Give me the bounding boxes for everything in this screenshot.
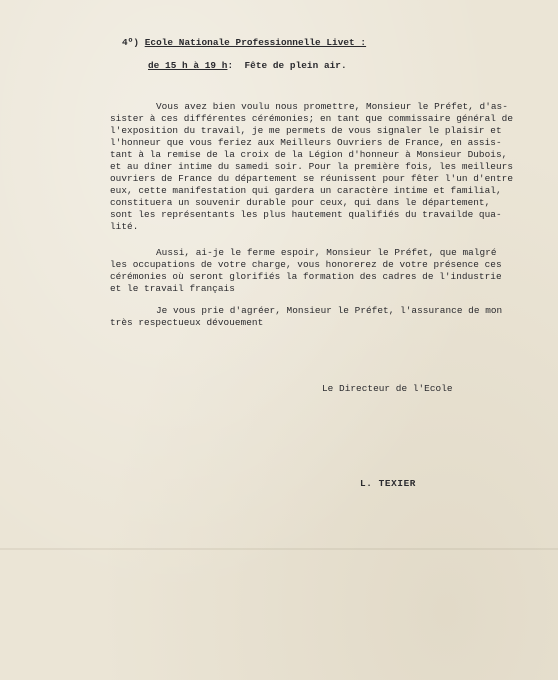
paper-fold [0,548,558,550]
paragraph1-line: et au dîner intime du samedi soir. Pour la première fois, les meilleurs [110,161,513,172]
paragraph2-line: les occupations de votre charge, vous honorerez de votre présence ces [110,259,502,270]
signatory-title: Le Directeur de l'Ecole [322,383,453,394]
signatory-name: L. TEXIER [360,478,417,489]
paragraph1-line: constituera un souvenir durable pour ceux, qui dans le département, [110,197,491,208]
paragraph1-line: sister à ces différentes cérémonies; en tant que commissaire général de [110,113,513,124]
paragraph1-line: ouvriers de France du département se réunissent pour fêter l'un d'entre [110,173,513,184]
paragraph1-line: Vous avez bien voulu nous promettre, Monsieur le Préfet, d'as- [156,101,508,112]
paragraph1-line: tant à la remise de la croix de la Légion d'honneur à Monsieur Dubois, [110,149,508,160]
paragraph1-line: l'exposition du travail, je me permets de vous signaler le plaisir et [110,125,502,136]
schedule-event: : Fête de plein air. [227,60,347,71]
paragraph3-line: très respectueux dévouement [110,317,264,328]
heading-title: Ecole Nationale Professionnelle Livet : [144,37,367,48]
paragraph1-line: lité. [110,221,139,232]
paragraph2-line: cérémonies où seront glorifiés la formation des cadres de l'industrie [110,271,502,282]
paragraph1-line: sont les représentants les plus hautement qualifiés du travailde qua- [110,209,502,220]
schedule-line [148,60,347,72]
schedule-time: de 15 h à 19 h [148,60,228,71]
paragraph1-line: l'honneur que vous feriez aux Meilleurs Ouvriers de France, en assis- [110,137,502,148]
heading [122,37,366,49]
heading-number: 4º) [122,37,140,48]
paragraph1-line: eux, cette manifestation qui gardera un caractère intime et familial, [110,185,502,196]
paragraph2-line: et le travail français [110,283,235,294]
paragraph3-line: Je vous prie d'agréer, Monsieur le Préfet, l'assurance de mon [156,305,503,316]
paragraph2-line: Aussi, ai-je le ferme espoir, Monsieur le Préfet, que malgré [156,247,497,258]
